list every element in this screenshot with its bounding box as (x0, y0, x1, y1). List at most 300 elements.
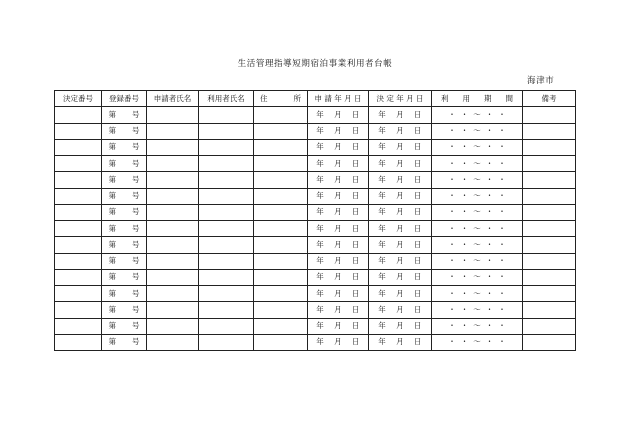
period-dot: ・ (460, 272, 469, 282)
period-dot: ・ (485, 223, 494, 233)
cell-address[interactable] (254, 107, 308, 123)
decision-day-label: 日 (413, 321, 422, 331)
cell-user-name[interactable] (199, 123, 254, 139)
period-dot: ・ (460, 223, 469, 233)
cell-decision-no[interactable] (55, 318, 102, 334)
period-dot: ・ (460, 174, 469, 184)
decision-year-label: 年 (378, 126, 387, 136)
cell-user-name[interactable] (199, 221, 254, 237)
registration-no-prefix: 第 (108, 239, 116, 249)
cell-address[interactable] (254, 318, 308, 334)
cell-usage-period[interactable] (432, 107, 523, 123)
cell-user-name[interactable] (199, 204, 254, 220)
decision-day-label: 日 (413, 256, 422, 266)
cell-applicant-name[interactable] (147, 237, 199, 253)
cell-decision-no[interactable] (55, 139, 102, 155)
period-dot: ・ (498, 109, 506, 119)
application-year-label: 年 (316, 158, 325, 168)
decision-month-label: 月 (396, 337, 404, 347)
table-row (55, 107, 576, 123)
cell-applicant-name[interactable] (147, 172, 199, 188)
cell-decision-date[interactable] (369, 318, 432, 334)
cell-applicant-name[interactable] (147, 302, 199, 318)
period-dot: ・ (485, 304, 494, 314)
application-month-label: 月 (334, 239, 342, 249)
application-day-label: 日 (351, 158, 360, 168)
cell-decision-date[interactable] (369, 204, 432, 220)
cell-application-date[interactable] (308, 123, 369, 139)
cell-address[interactable] (254, 188, 308, 204)
registration-no-suffix: 号 (132, 126, 140, 136)
decision-month-label: 月 (396, 174, 404, 184)
cell-applicant-name[interactable] (147, 286, 199, 302)
cell-user-name[interactable] (199, 107, 254, 123)
cell-user-name[interactable] (199, 172, 254, 188)
cell-remarks[interactable] (523, 302, 576, 318)
cell-decision-date[interactable] (369, 221, 432, 237)
cell-address[interactable] (254, 334, 308, 350)
period-dot: ・ (485, 256, 494, 266)
application-year-label: 年 (316, 174, 325, 184)
registration-no-prefix: 第 (108, 174, 116, 184)
cell-registration-no[interactable] (102, 204, 147, 220)
table-row (55, 269, 576, 285)
cell-applicant-name[interactable] (147, 253, 199, 269)
cell-application-date[interactable] (308, 286, 369, 302)
registration-no-prefix: 第 (108, 158, 116, 168)
application-year-label: 年 (316, 272, 325, 282)
header-period-char-2: 用 (462, 93, 470, 103)
cell-applicant-name[interactable] (147, 107, 199, 123)
cell-decision-no[interactable] (55, 204, 102, 220)
application-month-label: 月 (334, 288, 342, 298)
cell-registration-no[interactable] (102, 188, 147, 204)
decision-year-label: 年 (378, 191, 387, 201)
cell-decision-no[interactable] (55, 237, 102, 253)
application-day-label: 日 (351, 304, 360, 314)
application-month-label: 月 (334, 142, 342, 152)
cell-decision-no[interactable] (55, 269, 102, 285)
period-dot: ・ (448, 126, 456, 136)
table-row (55, 221, 576, 237)
cell-remarks[interactable] (523, 269, 576, 285)
application-day-label: 日 (351, 174, 360, 184)
application-day-label: 日 (351, 223, 360, 233)
header-row (55, 91, 576, 107)
application-day-label: 日 (351, 239, 360, 249)
cell-applicant-name[interactable] (147, 269, 199, 285)
period-dot: ・ (448, 158, 456, 168)
application-day-label: 日 (351, 191, 360, 201)
application-month-label: 月 (334, 207, 342, 217)
cell-decision-no[interactable] (55, 123, 102, 139)
application-year-label: 年 (316, 256, 325, 266)
cell-usage-period[interactable] (432, 188, 523, 204)
cell-registration-no[interactable] (102, 302, 147, 318)
application-year-label: 年 (316, 109, 325, 119)
cell-remarks[interactable] (523, 237, 576, 253)
period-dot: ・ (448, 191, 456, 201)
cell-usage-period[interactable] (432, 139, 523, 155)
cell-user-name[interactable] (199, 318, 254, 334)
application-year-label: 年 (316, 288, 325, 298)
table-row (55, 204, 576, 220)
cell-application-date[interactable] (308, 237, 369, 253)
decision-year-label: 年 (378, 109, 387, 119)
application-year-label: 年 (316, 207, 325, 217)
decision-year-label: 年 (378, 272, 387, 282)
cell-application-date[interactable] (308, 318, 369, 334)
cell-decision-date[interactable] (369, 107, 432, 123)
cell-decision-no[interactable] (55, 253, 102, 269)
cell-remarks[interactable] (523, 139, 576, 155)
cell-user-name[interactable] (199, 334, 254, 350)
cell-application-date[interactable] (308, 156, 369, 172)
cell-address[interactable] (254, 269, 308, 285)
cell-usage-period[interactable] (432, 334, 523, 350)
cell-usage-period[interactable] (432, 204, 523, 220)
application-year-label: 年 (316, 126, 325, 136)
period-dot: ・ (498, 239, 506, 249)
decision-year-label: 年 (378, 158, 387, 168)
period-dot: ・ (460, 109, 469, 119)
period-dot: ・ (460, 126, 469, 136)
registration-no-suffix: 号 (132, 272, 140, 282)
cell-decision-no[interactable] (55, 286, 102, 302)
cell-application-date[interactable] (308, 253, 369, 269)
cell-registration-no[interactable] (102, 156, 147, 172)
period-tilde: ～ (473, 174, 481, 184)
application-month-label: 月 (334, 109, 342, 119)
period-tilde: ～ (473, 272, 481, 282)
cell-application-date[interactable] (308, 204, 369, 220)
cell-usage-period[interactable] (432, 123, 523, 139)
cell-user-name[interactable] (199, 139, 254, 155)
period-tilde: ～ (473, 109, 481, 119)
cell-registration-no[interactable] (102, 221, 147, 237)
table-row (55, 286, 576, 302)
cell-user-name[interactable] (199, 286, 254, 302)
period-dot: ・ (448, 207, 456, 217)
decision-month-label: 月 (396, 109, 404, 119)
cell-decision-date[interactable] (369, 123, 432, 139)
application-day-label: 日 (351, 337, 360, 347)
decision-day-label: 日 (413, 288, 422, 298)
decision-month-label: 月 (396, 207, 404, 217)
cell-remarks[interactable] (523, 221, 576, 237)
page-title: 生活管理指導短期宿泊事業利用者台帳 (237, 59, 393, 69)
registration-no-suffix: 号 (132, 109, 140, 119)
cell-usage-period[interactable] (432, 269, 523, 285)
decision-month-label: 月 (396, 191, 404, 201)
cell-address[interactable] (254, 286, 308, 302)
application-month-label: 月 (334, 256, 342, 266)
cell-decision-date[interactable] (369, 172, 432, 188)
period-dot: ・ (485, 109, 494, 119)
cell-applicant-name[interactable] (147, 334, 199, 350)
table-row (55, 172, 576, 188)
cell-decision-no[interactable] (55, 302, 102, 318)
period-dot: ・ (448, 109, 456, 119)
cell-registration-no[interactable] (102, 107, 147, 123)
cell-address[interactable] (254, 123, 308, 139)
cell-applicant-name[interactable] (147, 139, 199, 155)
cell-address[interactable] (254, 302, 308, 318)
decision-month-label: 月 (396, 321, 404, 331)
cell-remarks[interactable] (523, 286, 576, 302)
application-day-label: 日 (351, 288, 360, 298)
registration-no-prefix: 第 (108, 207, 116, 217)
period-dot: ・ (485, 239, 494, 249)
cell-applicant-name[interactable] (147, 123, 199, 139)
period-dot: ・ (485, 337, 494, 347)
table-row (55, 318, 576, 334)
period-dot: ・ (448, 256, 456, 266)
cell-user-name[interactable] (199, 253, 254, 269)
application-month-label: 月 (334, 321, 342, 331)
cell-application-date[interactable] (308, 302, 369, 318)
cell-decision-date[interactable] (369, 156, 432, 172)
cell-registration-no[interactable] (102, 269, 147, 285)
cell-decision-date[interactable] (369, 334, 432, 350)
period-dot: ・ (498, 304, 506, 314)
cell-decision-date[interactable] (369, 302, 432, 318)
decision-day-label: 日 (413, 207, 422, 217)
period-dot: ・ (448, 272, 456, 282)
cell-decision-date[interactable] (369, 269, 432, 285)
cell-registration-no[interactable] (102, 123, 147, 139)
cell-decision-date[interactable] (369, 139, 432, 155)
registration-no-suffix: 号 (132, 142, 140, 152)
cell-remarks[interactable] (523, 123, 576, 139)
registration-no-prefix: 第 (108, 272, 116, 282)
cell-remarks[interactable] (523, 156, 576, 172)
application-year-label: 年 (316, 304, 325, 314)
registration-no-suffix: 号 (132, 304, 140, 314)
header-period-char-4: 間 (505, 93, 513, 103)
cell-usage-period[interactable] (432, 302, 523, 318)
cell-application-date[interactable] (308, 221, 369, 237)
table-row (55, 237, 576, 253)
header-decision-no: 決定番号 (55, 91, 102, 107)
application-month-label: 月 (334, 174, 342, 184)
table-row (55, 139, 576, 155)
application-day-label: 日 (351, 126, 360, 136)
application-month-label: 月 (334, 337, 342, 347)
application-year-label: 年 (316, 337, 325, 347)
cell-usage-period[interactable] (432, 286, 523, 302)
cell-user-name[interactable] (199, 156, 254, 172)
cell-usage-period[interactable] (432, 237, 523, 253)
cell-decision-no[interactable] (55, 172, 102, 188)
cell-remarks[interactable] (523, 172, 576, 188)
cell-remarks[interactable] (523, 334, 576, 350)
registration-no-prefix: 第 (108, 288, 116, 298)
decision-month-label: 月 (396, 304, 404, 314)
decision-year-label: 年 (378, 337, 387, 347)
cell-decision-no[interactable] (55, 334, 102, 350)
period-dot: ・ (460, 337, 469, 347)
cell-usage-period[interactable] (432, 172, 523, 188)
registration-no-prefix: 第 (108, 337, 116, 347)
application-year-label: 年 (316, 321, 325, 331)
registration-no-suffix: 号 (132, 239, 140, 249)
decision-month-label: 月 (396, 272, 404, 282)
decision-year-label: 年 (378, 174, 387, 184)
cell-registration-no[interactable] (102, 237, 147, 253)
period-tilde: ～ (473, 256, 481, 266)
cell-remarks[interactable] (523, 253, 576, 269)
cell-remarks[interactable] (523, 188, 576, 204)
cell-address[interactable] (254, 139, 308, 155)
cell-registration-no[interactable] (102, 253, 147, 269)
period-dot: ・ (498, 223, 506, 233)
decision-day-label: 日 (413, 109, 422, 119)
cell-application-date[interactable] (308, 172, 369, 188)
cell-application-date[interactable] (308, 269, 369, 285)
application-year-label: 年 (316, 239, 325, 249)
period-dot: ・ (460, 191, 469, 201)
application-year-label: 年 (316, 191, 325, 201)
cell-address[interactable] (254, 237, 308, 253)
period-tilde: ～ (473, 191, 481, 201)
cell-address[interactable] (254, 172, 308, 188)
cell-address[interactable] (254, 156, 308, 172)
cell-applicant-name[interactable] (147, 204, 199, 220)
registration-no-prefix: 第 (108, 304, 116, 314)
registration-no-suffix: 号 (132, 321, 140, 331)
registration-no-prefix: 第 (108, 109, 116, 119)
period-dot: ・ (448, 239, 456, 249)
cell-address[interactable] (254, 221, 308, 237)
application-day-label: 日 (351, 142, 360, 152)
period-dot: ・ (498, 321, 506, 331)
cell-user-name[interactable] (199, 302, 254, 318)
application-day-label: 日 (351, 321, 360, 331)
period-dot: ・ (460, 158, 469, 168)
header-address-char-1: 住 (260, 93, 268, 103)
decision-day-label: 日 (413, 191, 422, 201)
cell-registration-no[interactable] (102, 286, 147, 302)
period-dot: ・ (460, 256, 469, 266)
application-month-label: 月 (334, 304, 342, 314)
cell-usage-period[interactable] (432, 221, 523, 237)
cell-applicant-name[interactable] (147, 221, 199, 237)
header-address-char-2: 所 (293, 93, 301, 103)
cell-usage-period[interactable] (432, 253, 523, 269)
cell-usage-period[interactable] (432, 156, 523, 172)
cell-applicant-name[interactable] (147, 318, 199, 334)
period-dot: ・ (448, 288, 456, 298)
cell-application-date[interactable] (308, 107, 369, 123)
cell-applicant-name[interactable] (147, 156, 199, 172)
cell-decision-no[interactable] (55, 188, 102, 204)
registration-no-prefix: 第 (108, 321, 116, 331)
table-row (55, 253, 576, 269)
registration-no-suffix: 号 (132, 223, 140, 233)
cell-decision-date[interactable] (369, 188, 432, 204)
cell-application-date[interactable] (308, 334, 369, 350)
period-tilde: ～ (473, 304, 481, 314)
period-tilde: ～ (473, 337, 481, 347)
header-application-date: 申 請 年 月 日 (308, 91, 369, 107)
application-year-label: 年 (316, 142, 325, 152)
period-dot: ・ (485, 158, 494, 168)
registration-no-prefix: 第 (108, 142, 116, 152)
period-dot: ・ (498, 191, 506, 201)
registration-no-prefix: 第 (108, 126, 116, 136)
registration-no-suffix: 号 (132, 191, 140, 201)
registration-no-suffix: 号 (132, 288, 140, 298)
period-dot: ・ (460, 288, 469, 298)
decision-year-label: 年 (378, 288, 387, 298)
cell-address[interactable] (254, 253, 308, 269)
cell-user-name[interactable] (199, 237, 254, 253)
decision-day-label: 日 (413, 142, 422, 152)
header-applicant-name: 申請者氏名 (147, 91, 199, 107)
cell-decision-date[interactable] (369, 286, 432, 302)
cell-registration-no[interactable] (102, 172, 147, 188)
table-row (55, 188, 576, 204)
cell-decision-date[interactable] (369, 253, 432, 269)
cell-registration-no[interactable] (102, 334, 147, 350)
application-day-label: 日 (351, 256, 360, 266)
decision-month-label: 月 (396, 142, 404, 152)
application-month-label: 月 (334, 223, 342, 233)
cell-usage-period[interactable] (432, 318, 523, 334)
application-day-label: 日 (351, 272, 360, 282)
period-dot: ・ (485, 142, 494, 152)
cell-decision-no[interactable] (55, 107, 102, 123)
cell-registration-no[interactable] (102, 139, 147, 155)
period-dot: ・ (460, 142, 469, 152)
application-month-label: 月 (334, 126, 342, 136)
period-dot: ・ (498, 158, 506, 168)
period-dot: ・ (448, 142, 456, 152)
table-row (55, 123, 576, 139)
cell-application-date[interactable] (308, 188, 369, 204)
decision-month-label: 月 (396, 239, 404, 249)
cell-application-date[interactable] (308, 139, 369, 155)
cell-user-name[interactable] (199, 269, 254, 285)
application-month-label: 月 (334, 191, 342, 201)
decision-month-label: 月 (396, 288, 404, 298)
cell-user-name[interactable] (199, 188, 254, 204)
decision-day-label: 日 (413, 304, 422, 314)
header-period-char-3: 期 (484, 93, 492, 103)
cell-address[interactable] (254, 204, 308, 220)
period-dot: ・ (448, 321, 456, 331)
registration-no-prefix: 第 (108, 191, 116, 201)
cell-decision-no[interactable] (55, 156, 102, 172)
cell-registration-no[interactable] (102, 318, 147, 334)
decision-day-label: 日 (413, 239, 422, 249)
city-name: 海津市 (527, 76, 555, 86)
cell-applicant-name[interactable] (147, 188, 199, 204)
header-user-name: 利用者氏名 (199, 91, 254, 107)
header-usage-period (432, 91, 523, 107)
cell-remarks[interactable] (523, 204, 576, 220)
cell-remarks[interactable] (523, 318, 576, 334)
decision-year-label: 年 (378, 239, 387, 249)
cell-decision-date[interactable] (369, 237, 432, 253)
decision-month-label: 月 (396, 126, 404, 136)
application-year-label: 年 (316, 223, 325, 233)
application-day-label: 日 (351, 207, 360, 217)
period-tilde: ～ (473, 207, 481, 217)
cell-remarks[interactable] (523, 107, 576, 123)
cell-decision-no[interactable] (55, 221, 102, 237)
